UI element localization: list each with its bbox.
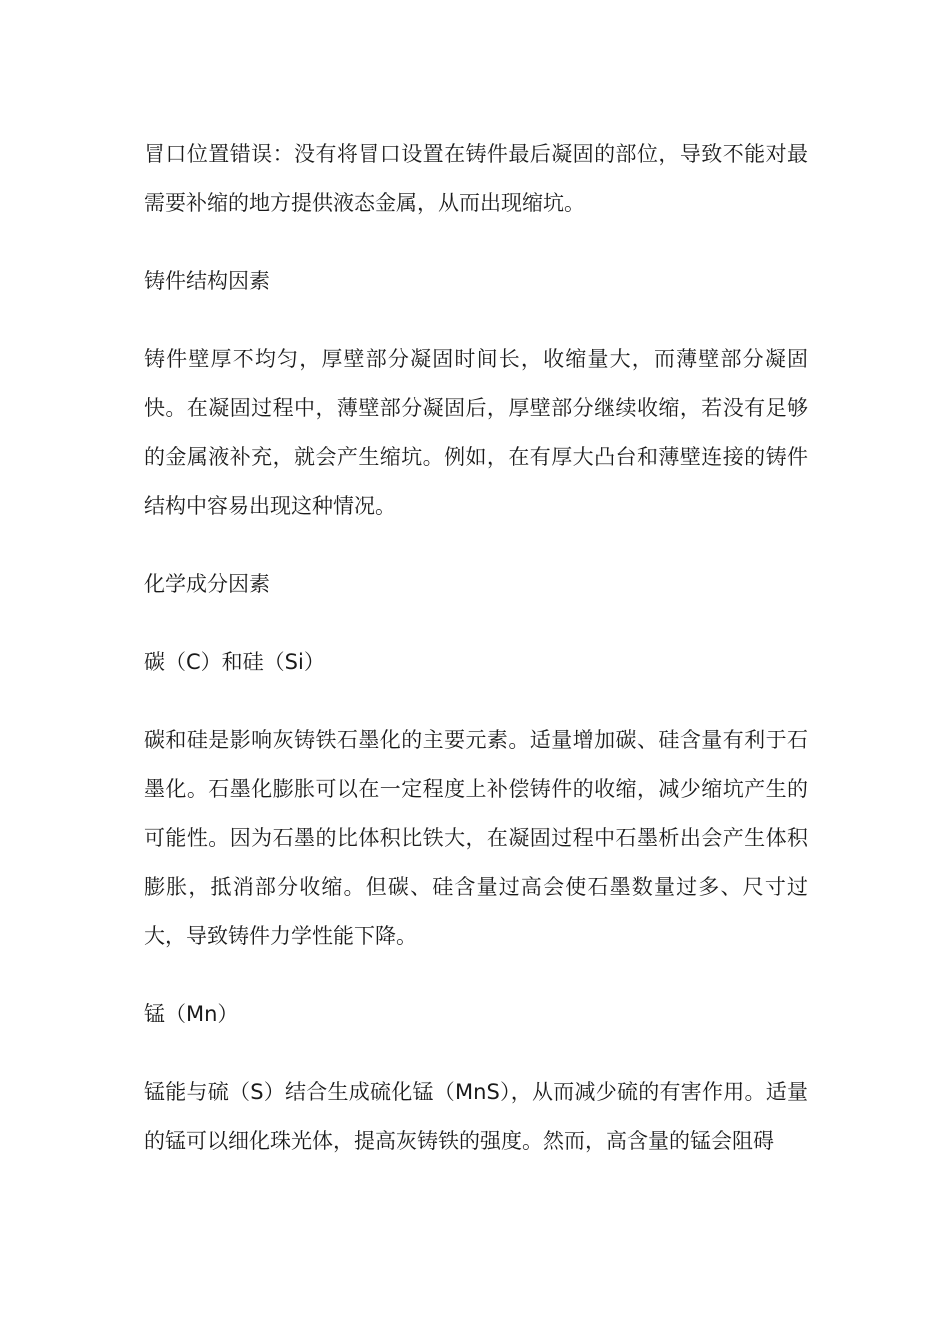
paragraph-wall-thickness: 铸件壁厚不均匀，厚壁部分凝固时间长，收缩量大，而薄壁部分凝固快。在凝固过程中，薄壁部分凝固后，厚壁部分继续收缩，若没有足够的金属液补充，就会产生缩坑。例如，在有厚大凸台和薄壁连接的铸件结构中容易出现这种情况。	[144, 347, 808, 518]
heading-manganese: 锰（Mn）	[144, 1002, 239, 1026]
paragraph-manganese: 锰能与硫（S）结合生成硫化锰（MnS），从而减少硫的有害作用。适量的锰可以细化珠光体，提高灰铸铁的强度。然而，高含量的锰会阻碍	[144, 1080, 808, 1153]
heading-casting-structure: 铸件结构因素	[144, 269, 270, 293]
paragraph-carbon-silicon: 碳和硅是影响灰铸铁石墨化的主要元素。适量增加碳、硅含量有利于石墨化。石墨化膨胀可以在一定程度上补偿铸件的收缩，减少缩坑产生的可能性。因为石墨的比体积比铁大，在凝固过程中石墨析出会产生体积膨胀，抵消部分收缩。但碳、硅含量过高会使石墨数量过多、尺寸过大，导致铸件力学性能下降。	[144, 728, 808, 948]
heading-chemical-composition: 化学成分因素	[144, 572, 270, 596]
document-body	[144, 130, 808, 1166]
heading-carbon-silicon: 碳（C）和硅（Si）	[144, 650, 325, 674]
paragraph-riser-position: 冒口位置错误：没有将冒口设置在铸件最后凝固的部位，导致不能对最需要补缩的地方提供液态金属，从而出现缩坑。	[144, 142, 808, 215]
